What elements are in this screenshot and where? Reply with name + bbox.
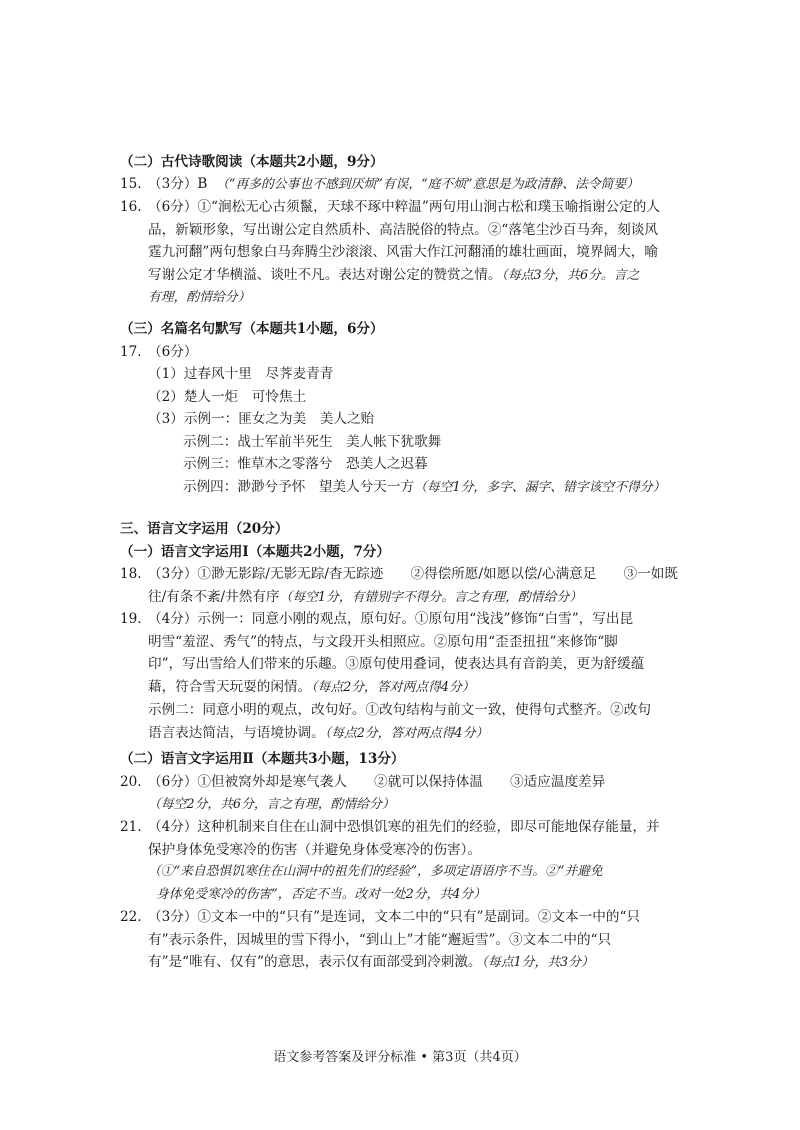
answer-line: 印”，写出雪给人们带来的乐趣。③原句使用叠词，使表达具有音韵美，更为舒缓蕴 — [148, 656, 645, 673]
scoring-note: （每点1分，共3分） — [481, 955, 594, 971]
scoring-note: （每空1分，多字、漏字、错字该空不得分） — [414, 480, 666, 495]
answer-2: （2）楚人一炬 可怜焦土 — [148, 389, 307, 405]
answer-line: （3分）①文本一中的“只有”是连词，文本二中的“只有”是副词。②文本一中的“只 — [148, 909, 640, 925]
example-4-text: 示例四：渺渺兮予怀 望美人兮天一方 — [183, 479, 415, 495]
section-heading-language-use-1: （一）语言文字运用Ⅰ（本题共2小题，7分） — [120, 544, 390, 560]
example-2-line: 示例二：同意小明的观点，改句好。①改句结构与前文一致，使得句式整齐。②改句 — [148, 702, 651, 719]
answer-text: （3分）B — [148, 176, 208, 192]
answer-line: （3分）①渺无影踪/无影无踪/杳无踪迹 ②得偿所愿/如愿以偿/心满意足 ③一如既 — [148, 566, 678, 582]
answer-line: 有”表示条件，因城里的雪下得小，“到山上”才能“邂逅雪”。③文本二中的“只 — [148, 931, 612, 948]
example-2: 示例二：战士军前半死生 美人帐下犹歌舞 — [183, 434, 442, 450]
answer-line: 写谢公定才华横溢、谈吐不凡。表达对谢公定的赞赏之情。 — [148, 266, 502, 283]
scoring-note: （每点3分，共6分。言之 — [501, 267, 640, 283]
question-number: 16. — [120, 199, 142, 215]
scoring-note: （每点2分，答对两点得4分） — [324, 725, 489, 741]
scoring-note: （每空2分，共6分，言之有理，酌情给分） — [148, 796, 395, 812]
section-heading-famous-lines: （三）名篇名句默写（本题共1小题，6分） — [120, 321, 384, 337]
answer-line: 藉，符合雪天玩耍的闲情。 — [148, 678, 312, 695]
scoring-note: （每点2分，答对两点得4分） — [311, 679, 475, 695]
answer-3: （3）示例一：匪女之为美 美人之贻 — [148, 411, 375, 427]
scoring-note: （“再多的公事也不感到厌烦”有误，“庭不烦”意思是为政清静、法令简要） — [216, 177, 639, 192]
scoring-note-continued: 身体免受寒冷的伤害”，否定不当。改对一处2分，共4分） — [156, 886, 486, 902]
score: （6分） — [148, 344, 198, 360]
section-heading-ancient-poetry: （二）古代诗歌阅读（本题共2小题，9分） — [120, 154, 384, 170]
question-number: 20. — [120, 774, 142, 790]
question-19 — [120, 608, 695, 746]
question-18 — [120, 563, 695, 609]
answer-line: 明雪“羞涩、秀气”的特点，与文段开头相照应。②原句用“歪歪扭扭”来修饰“脚 — [148, 633, 618, 650]
question-15 — [120, 173, 695, 197]
answer-line: （6分）①但被窝外却是寒气袭人 ②就可以保持体温 ③适应温度差异 — [148, 774, 606, 790]
section-heading-language-use-2: （二）语言文字运用Ⅱ（本题共3小题，13分） — [120, 751, 405, 767]
example-4 — [183, 476, 665, 500]
question-21 — [120, 816, 695, 906]
page-footer: 语文参考答案及评分标准 • 第3页（共4页） — [273, 1050, 527, 1065]
answer-line: （6分）①“涧松无心古须鬣，天球不琢中粹温”两句用山涧古松和璞玉喻指谢公定的人 — [148, 199, 660, 215]
question-number: 15. — [120, 176, 142, 192]
question-number: 22. — [120, 909, 142, 925]
scoring-note-continued: 有理，酌情给分） — [148, 290, 251, 306]
question-16 — [120, 196, 695, 310]
part-heading-language-use: 三、语言文字运用（20分） — [120, 521, 289, 537]
answer-line: 品，新颖形象，写出谢公定自然质朴、高洁脱俗的特点。②“落笔尘沙百马奔，刻谈风 — [148, 221, 658, 238]
question-number: 21. — [120, 819, 142, 835]
answer-line: 保护身体免受寒冷的伤害（并避免身体受寒冷的伤害）。 — [148, 841, 482, 858]
scoring-note: （每空1分，有错别字不得分。言之有理，酌情给分） — [279, 589, 582, 605]
question-number: 17. — [120, 344, 142, 360]
example-3: 示例三：惟草木之零落兮 恐美人之迟暮 — [183, 456, 428, 472]
question-17 — [120, 341, 695, 364]
question-20 — [120, 771, 695, 816]
answer-line: 往/有条不紊/井然有序 — [148, 588, 280, 605]
answer-line: （4分）示例一：同意小刚的观点，原句好。①原句用“浅浅”修饰“白雪”，写出昆 — [148, 611, 634, 627]
answer-line: 有”是“唯有、仅有”的意思，表示仅有面部受到冷刺激。 — [148, 954, 482, 971]
question-number: 18. — [120, 566, 142, 582]
question-number: 19. — [120, 611, 142, 627]
answer-line: （4分）这种机制来自住在山洞中恐惧饥寒的祖先们的经验，即尽可能地保存能量，并 — [148, 819, 660, 835]
answer-1: （1）过春风十里 尽荠麦青青 — [148, 366, 334, 382]
example-2-line: 语言表达简洁，与语境协调。 — [148, 724, 325, 741]
question-22 — [120, 906, 695, 975]
answer-line: 霆九河翻”两句想象白马奔腾尘沙滚滚、风雷大作江河翻涌的雄壮画面，境界阔大，喻 — [148, 244, 658, 261]
scoring-note: （①“来自恐惧饥寒住在山洞中的祖先们的经验”，多项定语语序不当。②“并避免 — [148, 864, 603, 880]
